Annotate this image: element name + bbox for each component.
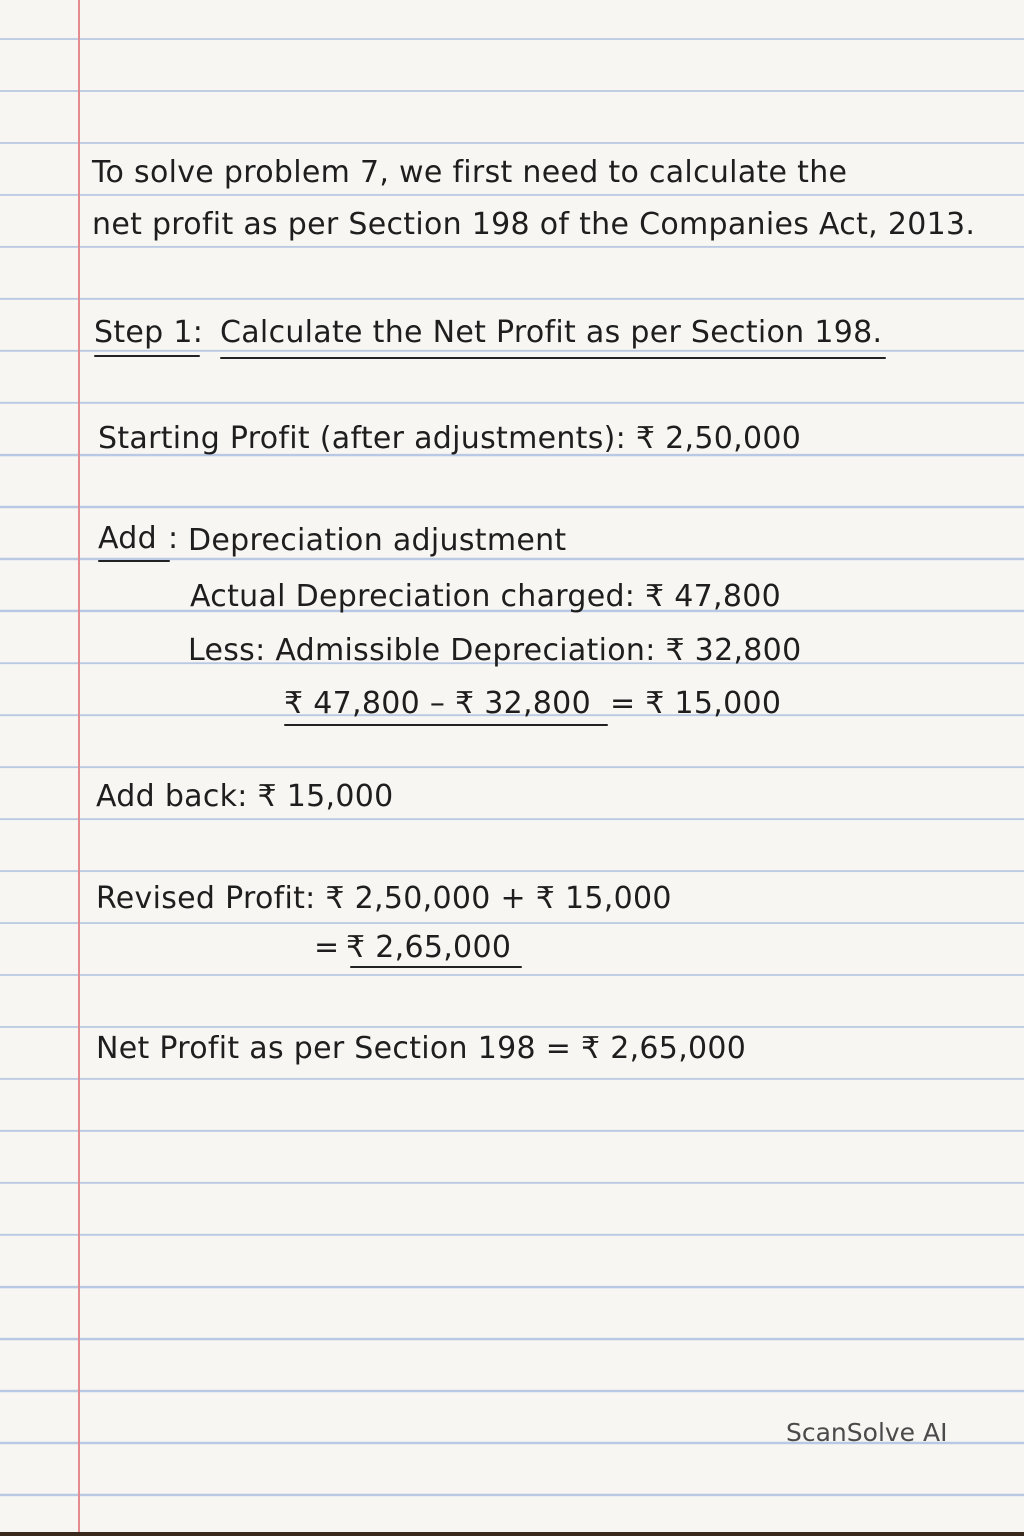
watermark: ScanSolve AI xyxy=(786,1418,948,1447)
starting-profit: Starting Profit (after adjustments): ₹ 2,50,000 xyxy=(98,421,802,456)
depreciation-calc-underline xyxy=(284,724,608,726)
step1-title-underline xyxy=(220,357,886,359)
depreciation-result: = ₹ 15,000 xyxy=(610,686,782,721)
step1-title: Calculate the Net Profit as per Section 198. xyxy=(220,315,883,350)
intro-line-1: To solve problem 7, we first need to calculate the xyxy=(92,155,848,190)
revised-result-underline xyxy=(350,966,522,968)
margin-line xyxy=(78,0,80,1532)
net-profit: Net Profit as per Section 198 = ₹ 2,65,000 xyxy=(96,1031,747,1066)
depreciation-calc: ₹ 47,800 – ₹ 32,800 xyxy=(284,686,591,721)
revised-equals: = xyxy=(314,930,340,965)
admissible-depreciation: Less: Admissible Depreciation: ₹ 32,800 xyxy=(188,633,802,668)
actual-depreciation: Actual Depreciation charged: ₹ 47,800 xyxy=(190,579,782,614)
add-label-underline xyxy=(98,560,170,562)
revised-result: ₹ 2,65,000 xyxy=(346,930,512,965)
add-label: Add xyxy=(98,521,157,556)
intro-line-2: net profit as per Section 198 of the Companies Act, 2013. xyxy=(92,207,976,242)
step1-label: Step 1: xyxy=(94,315,204,350)
revised-profit: Revised Profit: ₹ 2,50,000 + ₹ 15,000 xyxy=(96,881,672,916)
add-heading: Depreciation adjustment xyxy=(188,523,567,558)
add-colon: : xyxy=(168,521,179,556)
step1-label-underline xyxy=(94,355,200,357)
add-back: Add back: ₹ 15,000 xyxy=(96,779,394,814)
